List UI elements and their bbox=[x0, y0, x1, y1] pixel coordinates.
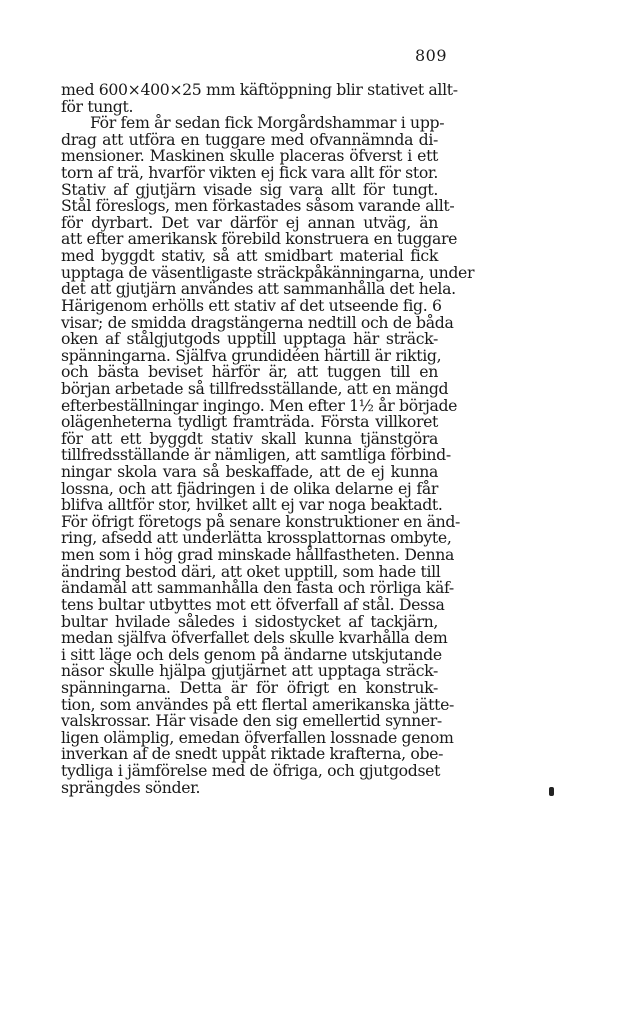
text-line: Stativ af gjutjärn visade sig vara allt för tungt. bbox=[61, 179, 438, 199]
text-line: inverkan af de snedt uppåt riktade krafterna, obe- bbox=[61, 744, 444, 764]
text-line: tion, som användes på ett flertal amerikanska jätte- bbox=[61, 694, 454, 714]
text-line: mensioner. Maskinen skulle placeras öfverst i ett bbox=[61, 146, 438, 166]
text-line: torn af trä, hvarför vikten ej fick vara allt för stor. bbox=[61, 163, 438, 183]
text-line: upptaga de väsentligaste sträckpåkänningarna, under bbox=[61, 262, 475, 282]
page-number: 809 bbox=[415, 46, 448, 65]
text-line: ändring bestod däri, att oket upptill, som hade till bbox=[61, 561, 441, 581]
text-line: det att gjutjärn användes att sammanhålla det hela. bbox=[61, 279, 456, 299]
text-line: oken af stålgjutgods upptill upptaga här sträck- bbox=[61, 329, 438, 349]
text-line: med byggdt stativ, så att smidbart material fick bbox=[61, 246, 438, 266]
text-line: För öfrigt företogs på senare konstruktioner en änd- bbox=[61, 511, 460, 531]
text-line: tens bultar utbyttes mot ett öfverfall af stål. Dessa bbox=[61, 594, 445, 614]
text-line: ring, afsedd att underlätta krossplattornas ombyte, bbox=[61, 528, 452, 548]
text-line: med 600×400×25 mm käftöppning blir stativet allt- bbox=[61, 80, 458, 99]
text-line: lossna, och att fjädringen i de olika delarne ej får bbox=[61, 478, 438, 498]
text-line: bultar hvilade således i sidostycket af tackjärn, bbox=[61, 611, 438, 631]
text-line: olägenheterna tydligt framträda. Första villkoret bbox=[61, 412, 438, 432]
text-line: valskrossar. Här visade den sig emellertid synner- bbox=[61, 711, 442, 731]
text-line: näsor skulle hjälpa gjutjärnet att upptaga sträck- bbox=[61, 661, 438, 681]
text-line: i sitt läge och dels genom på ändarne utskjutande bbox=[61, 644, 442, 664]
text-line: blifva alltför stor, hvilket allt ej var noga beaktadt. bbox=[61, 495, 443, 515]
text-line: För fem år sedan fick Morgårdshammar i upp- bbox=[90, 113, 445, 133]
text-line: ningar skola vara så beskaffade, att de ej kunna bbox=[61, 462, 438, 482]
text-line: visar; de smidda dragstängerna nedtill och de båda bbox=[61, 312, 454, 332]
text-line: efterbeställningar ingingo. Men efter 1½ år började bbox=[61, 395, 458, 415]
text-line: och bästa beviset härför är, att tuggen till en bbox=[61, 362, 438, 382]
text-line: för tungt. bbox=[61, 96, 134, 116]
text-line: början arbetade så tillfredsställande, att en mängd bbox=[61, 378, 449, 398]
text-line: Stål föreslogs, men förkastades såsom varande allt- bbox=[61, 196, 455, 216]
text-line: Härigenom erhölls ett stativ af det utseende fig. 6 bbox=[61, 295, 442, 315]
text-line: ändamål att sammanhålla den fasta och rörliga käf- bbox=[61, 578, 454, 598]
text-line: spänningarna. Själfva grundidéen härtill är riktig, bbox=[61, 345, 442, 365]
text-line: sprängdes sönder. bbox=[61, 777, 201, 797]
body-text bbox=[61, 80, 475, 797]
text-line: för att ett byggdt stativ skall kunna tjänstgöra bbox=[61, 428, 438, 448]
text-line: tillfredsställande är nämligen, att samtliga förbind- bbox=[61, 445, 451, 465]
text-line: spänningarna. Detta är för öfrigt en konstruk- bbox=[61, 677, 438, 697]
text-line: tydliga i jämförelse med de öfriga, och gjutgodset bbox=[61, 760, 441, 780]
text-line: drag att utföra en tuggare med ofvannämnda di- bbox=[61, 129, 438, 149]
margin-ink-mark bbox=[549, 787, 554, 796]
text-line: för dyrbart. Det var därför ej annan utväg, än bbox=[61, 212, 438, 232]
text-line: medan själfva öfverfallet dels skulle kvarhålla dem bbox=[61, 628, 448, 648]
text-line: men som i hög grad minskade hållfastheten. Denna bbox=[61, 545, 455, 565]
text-line: att efter amerikansk förebild konstruera en tuggare bbox=[61, 229, 458, 249]
text-line: ligen olämplig, emedan öfverfallen lossnade genom bbox=[61, 727, 454, 747]
